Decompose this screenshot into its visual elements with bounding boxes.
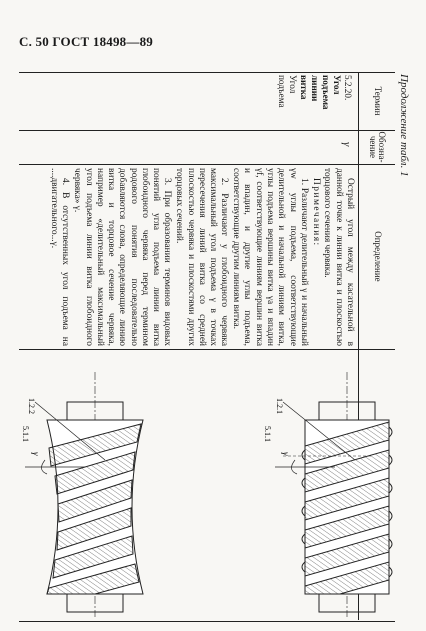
notes-heading: Примечания:: [310, 178, 321, 247]
definitions-table: [19, 72, 395, 620]
term-name: Угол подъема линии витка: [298, 75, 342, 110]
page-header: С. 50 ГОСТ 18498—89: [19, 34, 153, 49]
label-1-2-1: 1.2.1: [275, 398, 284, 414]
label-5-1-1-b: 5.1.1: [21, 426, 30, 442]
label-gamma-a: γ: [281, 452, 291, 456]
term-symbol: γ: [341, 142, 353, 147]
definition-paragraph: Острый угол между касательной в данной точке к линии витка и плоскостью торцового сечения червяка.: [322, 168, 355, 346]
continuation-title: Продолжение табл. 1: [398, 74, 410, 177]
note-2: 2. Различают у глобоидного червяка максимальный угол подъема γ в точках пересечения линий витка со средней плоскостью червяка и плоскостями других торцовых сечений.: [174, 168, 230, 346]
note-4: 4. В отсутственных угол подъема на ....двигательного...γ.: [49, 168, 71, 346]
globoid-worm-drawing: [21, 372, 143, 617]
label-5-1-1-a: 5.1.1: [263, 426, 272, 442]
note-1: 1. Различают делительный γ и начальный γw углы подъема, соответствующие делительной и начальной линиям витка, углы подъема вершины витка γa и впадин γf, соответствующие линиям вершин витка и впадин, и другие углы подъема, соответствующие другим линиям витка.: [231, 168, 309, 346]
term-synonym: Угол подъема: [276, 75, 298, 108]
label-1-2-2: 1.2.2: [27, 398, 36, 414]
header-definition: Определение: [372, 231, 383, 282]
label-gamma-b: γ: [31, 452, 41, 456]
header-term: Термин: [372, 86, 383, 116]
note-3: 3. При образовании терминов видовых понятий угла подъема линии витка глобоидного червяка перед термином родового понятия последовательно добавляются слова, определяющие линию витка и торцовое сечение червяка, например «делительный максимальный угол подъема линии витка глобоидного червяка» γ.: [72, 168, 173, 346]
cylindrical-worm-drawing: [263, 372, 392, 617]
term-number: 5.2.20.: [343, 75, 353, 101]
header-symbol: Обозна- чение: [368, 131, 388, 163]
worm-drawings: [19, 72, 395, 620]
